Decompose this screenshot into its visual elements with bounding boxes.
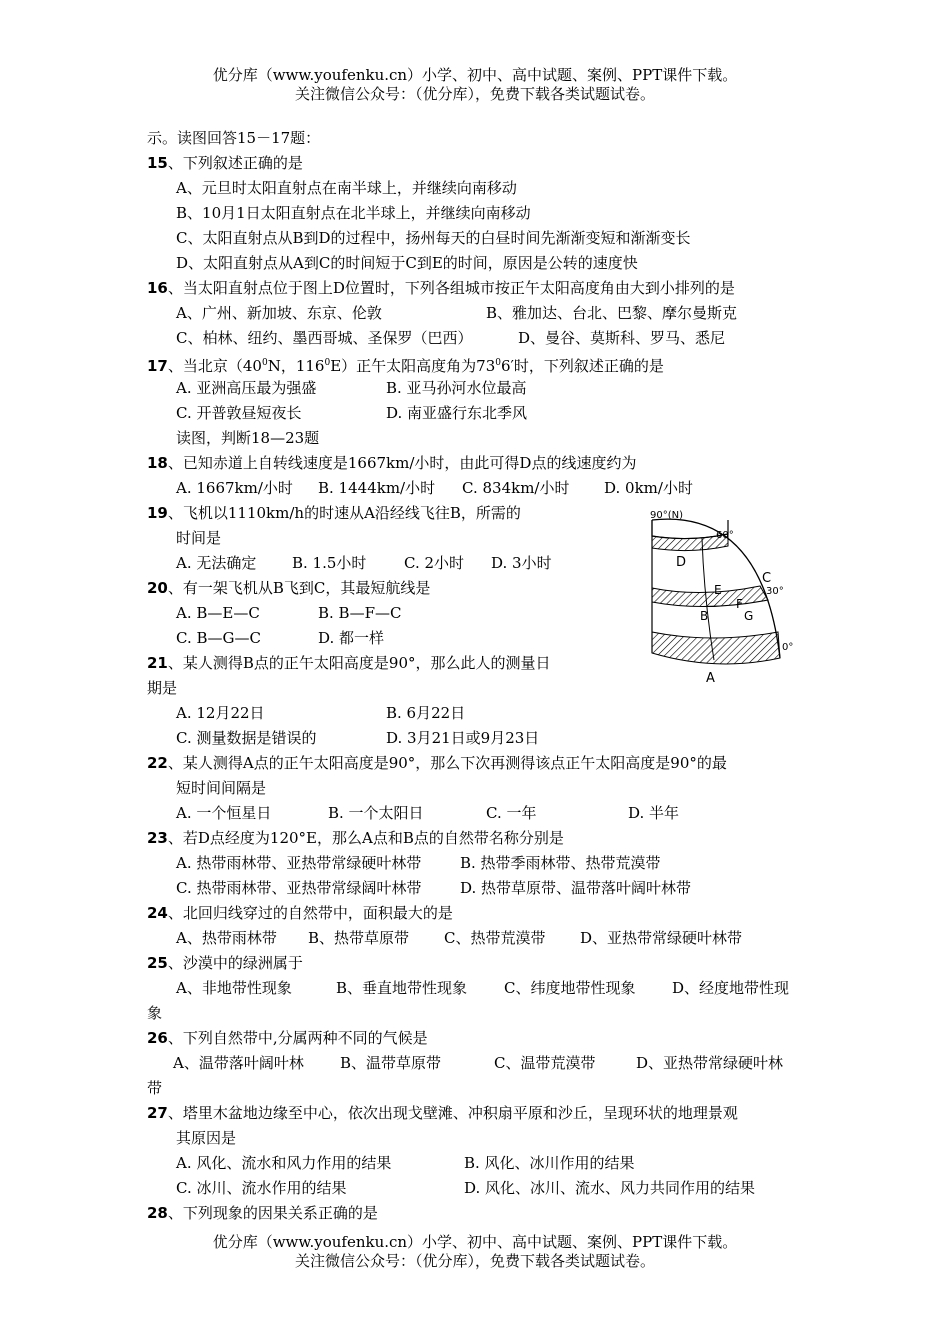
q26-option-d: D、亚热带常绿硬叶林 [636, 1054, 784, 1072]
q22-option-a: A. 一个恒星日 [176, 804, 272, 822]
question-24 [147, 903, 453, 923]
question-number: 16 [147, 279, 168, 297]
q17-option-a: A. 亚洲高压最为强盛 [176, 379, 317, 397]
label-30: 30° [766, 586, 784, 597]
question-number: 21 [147, 654, 168, 672]
q20-option-a: A. B—E—C [176, 604, 260, 622]
q24-option-a: A、热带雨林带 [176, 929, 277, 947]
q23-option-d: D. 热带草原带、温带落叶阔叶林带 [460, 879, 692, 897]
q17-option-c: C. 开普敦昼短夜长 [176, 404, 302, 422]
q22-option-b: B. 一个太阳日 [328, 804, 424, 822]
question-stem: 、塔里木盆地边缘至中心，依次出现戈壁滩、冲积扇平原和沙丘，呈现环状的地理景观 [167, 1104, 738, 1122]
q25-option-b: B、垂直地带性现象 [336, 979, 468, 997]
question-stem: 、有一架飞机从B飞到C，其最短航线是 [167, 579, 431, 597]
q18-option-c: C. 834km/小时 [462, 479, 570, 497]
point-d: D [676, 555, 687, 570]
q25-option-d: D、经度地带性现 [672, 979, 790, 997]
q16-option-d: D、曼谷、莫斯科、罗马、悉尼 [518, 329, 726, 347]
question-number: 19 [147, 504, 168, 522]
question-number: 24 [147, 904, 168, 922]
q16-option-c: C、柏林、纽约、墨西哥城、圣保罗（巴西） [176, 329, 473, 347]
question-stem: 、飞机以1110km/h的时速从A沿经线飞往B，所需的 [167, 504, 521, 522]
question-20 [147, 578, 430, 598]
question-number: 27 [147, 1104, 168, 1122]
point-e: E [714, 583, 722, 597]
question-number: 22 [147, 754, 168, 772]
question-26 [147, 1028, 428, 1048]
question-stem: 、下列现象的因果关系正确的是 [167, 1204, 378, 1222]
question-stem: 、沙漠中的绿洲属于 [167, 954, 303, 972]
question-stem: 、当太阳直射点位于图上D位置时，下列各组城市按正午太阳高度角由大到小排列的是 [167, 279, 735, 297]
q27-option-c: C. 冰川、流水作用的结果 [176, 1179, 347, 1197]
question-stem: 、若D点经度为120°E，那么A点和B点的自然带名称分别是 [167, 829, 564, 847]
point-b: B [700, 609, 709, 623]
question-stem-part: N，116 [267, 357, 325, 375]
question-28 [147, 1203, 378, 1223]
question-25 [147, 953, 303, 973]
q18-option-a: A. 1667km/小时 [176, 479, 293, 497]
q22-option-c: C. 一年 [486, 804, 537, 822]
point-a: A [706, 671, 715, 686]
question-stem: 、下列叙述正确的是 [167, 154, 303, 172]
q16-option-a: A、广州、新加坡、东京、伦敦 [176, 304, 382, 322]
q15-option-c: C、太阳直射点从B到D的过程中，扬州每天的白昼时间先渐渐变短和渐渐变长 [176, 229, 691, 247]
point-g: G [744, 609, 754, 623]
label-0: 0° [782, 642, 794, 653]
q15-option-b: B、10月1日太阳直射点在北半球上，并继续向南移动 [176, 204, 531, 222]
question-number: 17 [147, 357, 168, 375]
q19-option-b: B. 1.5小时 [292, 554, 367, 572]
question-stem-part: E）正午太阳高度角为73 [330, 357, 496, 375]
q18-option-d: D. 0km/小时 [604, 479, 693, 497]
q15-option-a: A、元旦时太阳直射点在南半球上，并继续向南移动 [176, 179, 517, 197]
q25-option-c: C、纬度地带性现象 [504, 979, 636, 997]
question-number: 26 [147, 1029, 168, 1047]
question-21-continued: 期是 [147, 679, 178, 697]
intro-text: 示。读图回答15－17题： [147, 129, 321, 147]
question-19 [147, 503, 521, 523]
q21-option-d: D. 3月21日或9月23日 [386, 729, 540, 747]
question-27 [147, 1103, 738, 1123]
q26-option-b: B、温带草原带 [340, 1054, 442, 1072]
question-22-continued: 短时间间隔是 [176, 779, 267, 797]
question-stem: 、下列自然带中,分属两种不同的气候是 [167, 1029, 428, 1047]
q19-option-d: D. 3小时 [491, 554, 552, 572]
question-number: 28 [147, 1204, 168, 1222]
question-19-continued: 时间是 [176, 529, 222, 547]
q27-option-b: B. 风化、冰川作用的结果 [464, 1154, 635, 1172]
q23-option-a: A. 热带雨林带、亚热带常绿硬叶林带 [176, 854, 422, 872]
q17-option-d: D. 南亚盛行东北季风 [386, 404, 528, 422]
band-30 [652, 586, 768, 607]
question-18 [147, 453, 636, 473]
q25-option-d-wrap: 象 [147, 1004, 163, 1022]
point-f: F [736, 597, 743, 611]
question-15 [147, 153, 303, 173]
degree-superscript: 0 [261, 358, 268, 368]
question-23 [147, 828, 564, 848]
question-17 [147, 353, 664, 376]
question-number: 25 [147, 954, 168, 972]
q23-option-c: C. 热带雨林带、亚热带常绿阔叶林带 [176, 879, 422, 897]
page-footer [0, 1233, 950, 1271]
band-0 [652, 632, 780, 664]
question-22 [147, 753, 727, 773]
header-line-2: 关注微信公众号：（优分库），免费下载各类试题试卷。 [294, 85, 655, 103]
question-number: 20 [147, 579, 168, 597]
q27-option-d: D. 风化、冰川、流水、风力共同作用的结果 [464, 1179, 756, 1197]
q22-option-d: D. 半年 [628, 804, 680, 822]
header-line-1: 优分库（www.youfenku.cn）小学、初中、高中试题、案例、PPT课件下载。 [212, 66, 738, 84]
q17-option-b: B. 亚马孙河水位最高 [386, 379, 527, 397]
question-stem: 、北回归线穿过的自然带中，面积最大的是 [167, 904, 453, 922]
q21-option-b: B. 6月22日 [386, 704, 466, 722]
q27-option-a: A. 风化、流水和风力作用的结果 [176, 1154, 392, 1172]
question-stem-part: 、当北京（40 [167, 357, 262, 375]
q15-option-d: D、太阳直射点从A到C的时间短于C到E的时间，原因是公转的速度快 [176, 254, 638, 272]
question-stem: 、某人测得A点的正午太阳高度是90°，那么下次再测得该点正午太阳高度是90°的最 [167, 754, 727, 772]
page-header [0, 66, 950, 104]
latitude-diagram [642, 508, 822, 688]
q21-option-c: C. 测量数据是错误的 [176, 729, 317, 747]
question-number: 23 [147, 829, 168, 847]
footer-line-1: 优分库（www.youfenku.cn）小学、初中、高中试题、案例、PPT课件下载。 [212, 1233, 738, 1251]
q23-option-b: B. 热带季雨林带、热带荒漠带 [460, 854, 661, 872]
footer-line-2: 关注微信公众号：（优分库），免费下载各类试题试卷。 [294, 1252, 655, 1270]
question-stem-part: 6′时，下列叙述正确的是 [500, 357, 664, 375]
point-c: C [762, 571, 772, 586]
q25-option-a: A、非地带性现象 [176, 979, 292, 997]
q24-option-b: B、热带草原带 [308, 929, 410, 947]
q20-option-d: D. 都一样 [318, 629, 385, 647]
degree-superscript: 0 [324, 358, 331, 368]
q21-option-a: A. 12月22日 [176, 704, 265, 722]
label-90n: 90°(N) [650, 510, 684, 521]
q24-option-c: C、热带荒漠带 [444, 929, 546, 947]
q20-option-b: B. B—F—C [318, 604, 402, 622]
q26-option-a: A、温带落叶阔叶林 [173, 1054, 304, 1072]
q19-option-a: A. 无法确定 [176, 554, 257, 572]
question-16 [147, 278, 735, 298]
instruction-18-23: 读图，判断18—23题 [176, 429, 320, 447]
q18-option-b: B. 1444km/小时 [318, 479, 436, 497]
q19-option-c: C. 2小时 [404, 554, 465, 572]
q26-option-d-wrap: 带 [147, 1079, 163, 1097]
question-number: 15 [147, 154, 168, 172]
q20-option-c: C. B—G—C [176, 629, 261, 647]
degree-superscript: 0 [495, 358, 501, 368]
question-stem: 、某人测得B点的正午太阳高度是90°，那么此人的测量日 [167, 654, 551, 672]
q24-option-d: D、亚热带常绿硬叶林带 [580, 929, 743, 947]
question-21 [147, 653, 551, 673]
q26-option-c: C、温带荒漠带 [494, 1054, 596, 1072]
question-stem: 、已知赤道上自转线速度是1667km/小时，由此可得D点的线速度约为 [167, 454, 637, 472]
q16-option-b: B、雅加达、台北、巴黎、摩尔曼斯克 [486, 304, 738, 322]
question-number: 18 [147, 454, 168, 472]
question-27-continued: 其原因是 [176, 1129, 237, 1147]
label-60: 60° [716, 530, 734, 541]
